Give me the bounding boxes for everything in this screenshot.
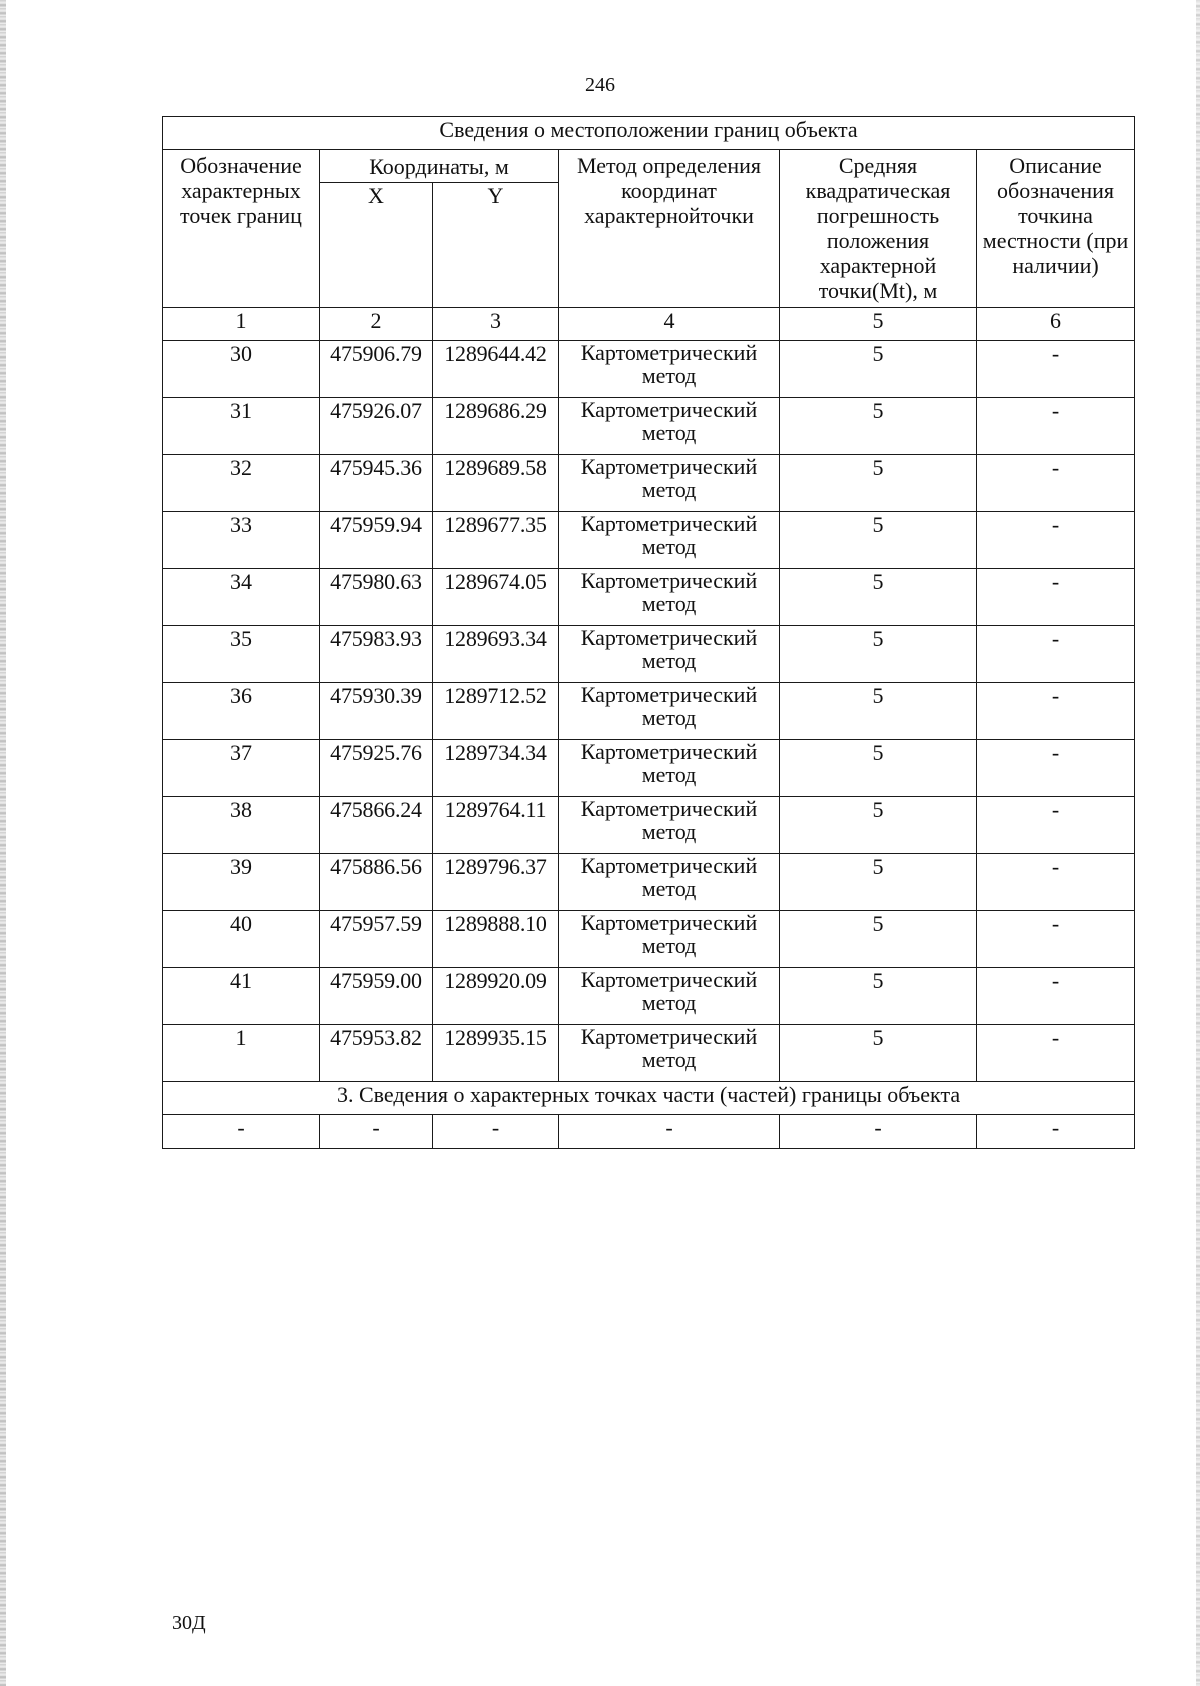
method-cell: Картометрический метод	[559, 911, 780, 968]
x-coordinate-cell: 475953.82	[320, 1025, 433, 1082]
x-coordinate-cell: 475930.39	[320, 683, 433, 740]
point-number-cell: 38	[163, 797, 320, 854]
y-coordinate-cell: 1289764.11	[433, 797, 559, 854]
method-cell: Картометрический метод	[559, 626, 780, 683]
table-row	[163, 1025, 1135, 1082]
description-cell: -	[977, 455, 1135, 512]
sheet-label: 30Д	[172, 1612, 206, 1634]
x-coordinate-cell: 475906.79	[320, 341, 433, 398]
method-cell: Картометрический метод	[559, 512, 780, 569]
point-number-cell: 35	[163, 626, 320, 683]
header-description: Описание обозначения точкина местности (при наличии)	[977, 150, 1135, 308]
method-cell: Картометрический метод	[559, 797, 780, 854]
table-title-row	[163, 117, 1135, 150]
accuracy-cell: 5	[780, 797, 977, 854]
description-cell: -	[977, 911, 1135, 968]
description-cell: -	[977, 398, 1135, 455]
accuracy-cell: 5	[780, 455, 977, 512]
point-number-cell: 31	[163, 398, 320, 455]
column-number: 2	[320, 308, 433, 341]
scan-edge-left	[0, 0, 6, 1686]
description-cell: -	[977, 740, 1135, 797]
method-cell: Картометрический метод	[559, 968, 780, 1025]
x-coordinate-cell: 475983.93	[320, 626, 433, 683]
table-row	[163, 341, 1135, 398]
description-cell: -	[977, 683, 1135, 740]
point-number-cell: 34	[163, 569, 320, 626]
y-coordinate-cell: 1289674.05	[433, 569, 559, 626]
header-accuracy: Средняя квадратическая погрешность положения характерной точки(Mt), м	[780, 150, 977, 308]
table-row	[163, 911, 1135, 968]
empty-cell: -	[977, 1115, 1135, 1149]
y-coordinate-cell: 1289689.58	[433, 455, 559, 512]
table-row	[163, 626, 1135, 683]
x-coordinate-cell: 475980.63	[320, 569, 433, 626]
description-cell: -	[977, 512, 1135, 569]
description-cell: -	[977, 797, 1135, 854]
y-coordinate-cell: 1289935.15	[433, 1025, 559, 1082]
table-row	[163, 569, 1135, 626]
table-row	[163, 854, 1135, 911]
empty-cell: -	[559, 1115, 780, 1149]
boundary-coordinates-table	[162, 116, 1135, 1149]
x-coordinate-cell: 475926.07	[320, 398, 433, 455]
point-number-cell: 33	[163, 512, 320, 569]
table-row	[163, 968, 1135, 1025]
point-number-cell: 32	[163, 455, 320, 512]
section-3-title-row	[163, 1082, 1135, 1115]
x-coordinate-cell: 475959.00	[320, 968, 433, 1025]
x-coordinate-cell: 475886.56	[320, 854, 433, 911]
table-body	[163, 117, 1135, 1149]
point-number-cell: 36	[163, 683, 320, 740]
x-coordinate-cell: 475959.94	[320, 512, 433, 569]
method-cell: Картометрический метод	[559, 398, 780, 455]
accuracy-cell: 5	[780, 740, 977, 797]
x-coordinate-cell: 475925.76	[320, 740, 433, 797]
table-row	[163, 740, 1135, 797]
y-coordinate-cell: 1289693.34	[433, 626, 559, 683]
y-coordinate-cell: 1289712.52	[433, 683, 559, 740]
header-point-designation: Обозначение характерных точек границ	[163, 150, 320, 308]
empty-cell: -	[163, 1115, 320, 1149]
y-coordinate-cell: 1289686.29	[433, 398, 559, 455]
header-method: Метод определения координат характернойточки	[559, 150, 780, 308]
column-number: 5	[780, 308, 977, 341]
description-cell: -	[977, 626, 1135, 683]
accuracy-cell: 5	[780, 968, 977, 1025]
description-cell: -	[977, 854, 1135, 911]
description-cell: -	[977, 1025, 1135, 1082]
column-number: 4	[559, 308, 780, 341]
page-number: 246	[585, 74, 615, 96]
method-cell: Картометрический метод	[559, 1025, 780, 1082]
accuracy-cell: 5	[780, 1025, 977, 1082]
accuracy-cell: 5	[780, 911, 977, 968]
section-3-empty-row	[163, 1115, 1135, 1149]
method-cell: Картометрический метод	[559, 740, 780, 797]
accuracy-cell: 5	[780, 683, 977, 740]
accuracy-cell: 5	[780, 626, 977, 683]
column-number: 1	[163, 308, 320, 341]
point-number-cell: 39	[163, 854, 320, 911]
header-y: Y	[433, 183, 559, 308]
accuracy-cell: 5	[780, 512, 977, 569]
y-coordinate-cell: 1289734.34	[433, 740, 559, 797]
point-number-cell: 37	[163, 740, 320, 797]
table-row	[163, 797, 1135, 854]
method-cell: Картометрический метод	[559, 455, 780, 512]
column-number: 3	[433, 308, 559, 341]
empty-cell: -	[433, 1115, 559, 1149]
table-row	[163, 455, 1135, 512]
empty-cell: -	[320, 1115, 433, 1149]
table-row	[163, 512, 1135, 569]
scan-edge-right	[1196, 0, 1200, 1686]
empty-cell: -	[780, 1115, 977, 1149]
table-row	[163, 398, 1135, 455]
point-number-cell: 30	[163, 341, 320, 398]
x-coordinate-cell: 475866.24	[320, 797, 433, 854]
table-row	[163, 683, 1135, 740]
y-coordinate-cell: 1289888.10	[433, 911, 559, 968]
table-title: Сведения о местоположении границ объекта	[163, 117, 1135, 150]
header-x: X	[320, 183, 433, 308]
description-cell: -	[977, 341, 1135, 398]
header-row-primary	[163, 150, 1135, 183]
section-3-title: 3. Сведения о характерных точках части (частей) границы объекта	[163, 1082, 1135, 1115]
y-coordinate-cell: 1289677.35	[433, 512, 559, 569]
method-cell: Картометрический метод	[559, 569, 780, 626]
point-number-cell: 40	[163, 911, 320, 968]
column-number-row	[163, 308, 1135, 341]
accuracy-cell: 5	[780, 854, 977, 911]
description-cell: -	[977, 569, 1135, 626]
x-coordinate-cell: 475945.36	[320, 455, 433, 512]
y-coordinate-cell: 1289796.37	[433, 854, 559, 911]
x-coordinate-cell: 475957.59	[320, 911, 433, 968]
column-number: 6	[977, 308, 1135, 341]
accuracy-cell: 5	[780, 341, 977, 398]
y-coordinate-cell: 1289644.42	[433, 341, 559, 398]
point-number-cell: 1	[163, 1025, 320, 1082]
method-cell: Картометрический метод	[559, 341, 780, 398]
method-cell: Картометрический метод	[559, 854, 780, 911]
header-coordinates: Координаты, м	[320, 150, 559, 183]
y-coordinate-cell: 1289920.09	[433, 968, 559, 1025]
description-cell: -	[977, 968, 1135, 1025]
point-number-cell: 41	[163, 968, 320, 1025]
accuracy-cell: 5	[780, 398, 977, 455]
accuracy-cell: 5	[780, 569, 977, 626]
method-cell: Картометрический метод	[559, 683, 780, 740]
